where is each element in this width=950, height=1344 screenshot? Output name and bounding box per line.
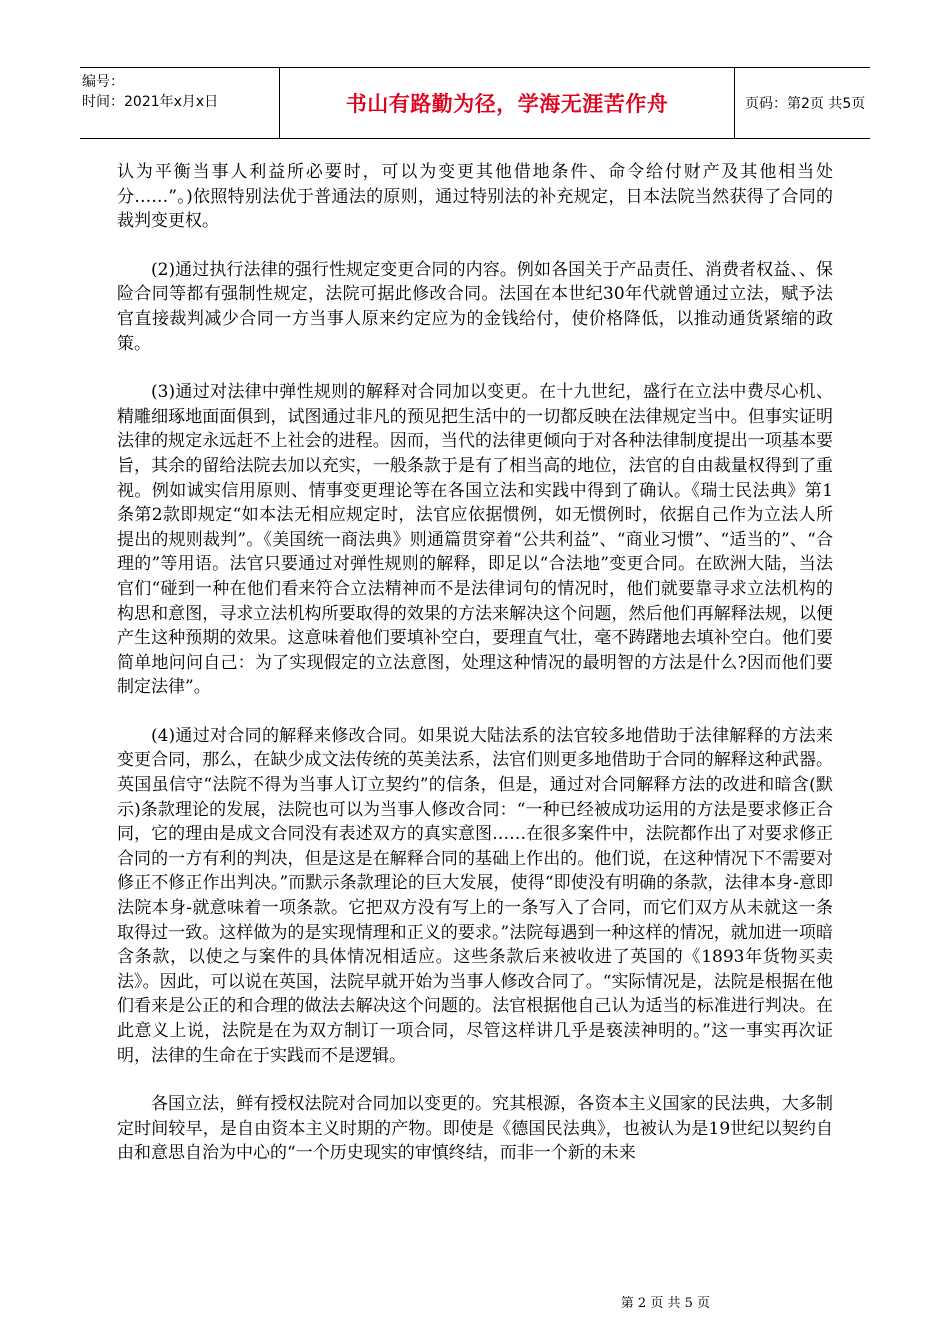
paragraph-3: (3)通过对法律中弹性规则的解释对合同加以变更。在十九世纪，盛行在立法中费尽心机、精雕细琢地面面俱到，试图通过非凡的预见把生活中的一切都反映在法律规定当中。但事实证明法律的规定永远赶不上社会的进程。因而，当代的法律更倾向于对各种法律制度提出一项基本要旨，其余的留给法院去加以充实，一般条款于是有了相当高的地位，法官的自由裁量权得到了重视。例如诚实信用原则、情事变更理论等在各国立法和实践中得到了确认。《瑞士民法典》第1条第2款即规定“如本法无相应规定时，法官应依据惯例，如无惯例时，依据自己作为立法人所提出的规则裁判”。《美国统一商法典》则通篇贯穿着“公共利益”、“商业习惯”、“适当的”、“合理的”等用语。法官只要通过对弹性规则的解释，即足以“合法地”变更合同。在欧洲大陆，当法官们“碰到一种在他们看来符合立法精神而不是法律词句的情况时，他们就要靠寻求立法机构的构思和意图，寻求立法机构所要取得的效果的方法来解决这个问题，然后他们再解释法规，以便产生这种预期的效果。这意味着他们要填补空白，要理直气壮，毫不踌躇地去填补空白。他们要简单地问问自己：为了实现假定的立法意图，处理这种情况的最明智的方法是什么?因而他们要制定法律”。 xyxy=(117,382,833,698)
header-meta xyxy=(80,68,280,138)
document-date-label: 时间：2021年x月x日 xyxy=(82,94,219,110)
paragraph-4: (4)通过对合同的解释来修改合同。如果说大陆法系的法官较多地借助于法律解释的方法来变更合同，那么，在缺少成文法传统的英美法系，法官们则更多地借助于合同的解释这种武器。英国虽信守“法院不得为当事人订立契约”的信条，但是，通过对合同解释方法的改进和暗含(默示)条款理论的发展，法院也可以为当事人修改合同：“一种已经被成功运用的方法是要求修正合同，它的理由是成文合同没有表述双方的真实意图……在很多案件中，法院都作出了对要求修正合同的一方有利的判决，但是这是在解释合同的基础上作出的。他们说，在这种情况下不需要对修正不修正作出判决。”而默示条款理论的巨大发展，使得“即使没有明确的条款，法律本身-意即法院本身-就意味着一项条款。它把双方没有写上的一条写入了合同，而它们双方从未就这一条取得过一致。这样做为的是实现情理和正义的要求。”法院每遇到一种这样的情况，就加进一项暗含条款，以使之与案件的具体情况相适应。这些条款后来被收进了英国的《1893年货物买卖法》。因此，可以说在英国，法院早就开始为当事人修改合同了。“实际情况是，法院是根据在他们看来是公正的和合理的做法去解决这个问题的。法官根据他自己认为适当的标准进行判决。在此意义上说，法院是在为双方制订一项合同，尽管这样讲几乎是亵渎神明的。”这一事实再次证明，法律的生命在于实践而不是逻辑。 xyxy=(117,725,833,1066)
page-header xyxy=(80,67,870,139)
paragraph-2: (2)通过执行法律的强行性规定变更合同的内容。例如各国关于产品责任、消费者权益、、保险合同等都有强制性规定，法院可据此修改合同。法国在本世纪30年代就曾通过立法，赋予法官直接裁判减少合同一方当事人原来约定应为的金钱给付，使价格降低，以推动通货紧缩的政策。 xyxy=(117,259,833,354)
document-body xyxy=(117,160,833,1190)
page-footer: 第 2 页 共 5 页 xyxy=(620,1296,710,1311)
header-page-number: 页码：第2页 共5页 xyxy=(745,96,866,112)
paragraph-continuation: 认为平衡当事人利益所必要时，可以为变更其他借地条件、命令给付财产及其他相当处分……”。)依照特别法优于普通法的原则，通过特别法的补充规定，日本法院当然获得了合同的裁判变更权。 xyxy=(117,162,833,232)
paragraph-5: 各国立法，鲜有授权法院对合同加以变更的。究其根源，各资本主义国家的民法典，大多制定时间较早，是自由资本主义时期的产物。即使是《德国民法典》，也被认为是19世纪以契约自由和意思自治为中心的“一个历史现实的审慎终结，而非一个新的未来 xyxy=(117,1094,833,1164)
header-motto: 书山有路勤为径，学海无涯苦作舟 xyxy=(280,68,735,138)
document-number-label: 编号： xyxy=(82,74,124,90)
